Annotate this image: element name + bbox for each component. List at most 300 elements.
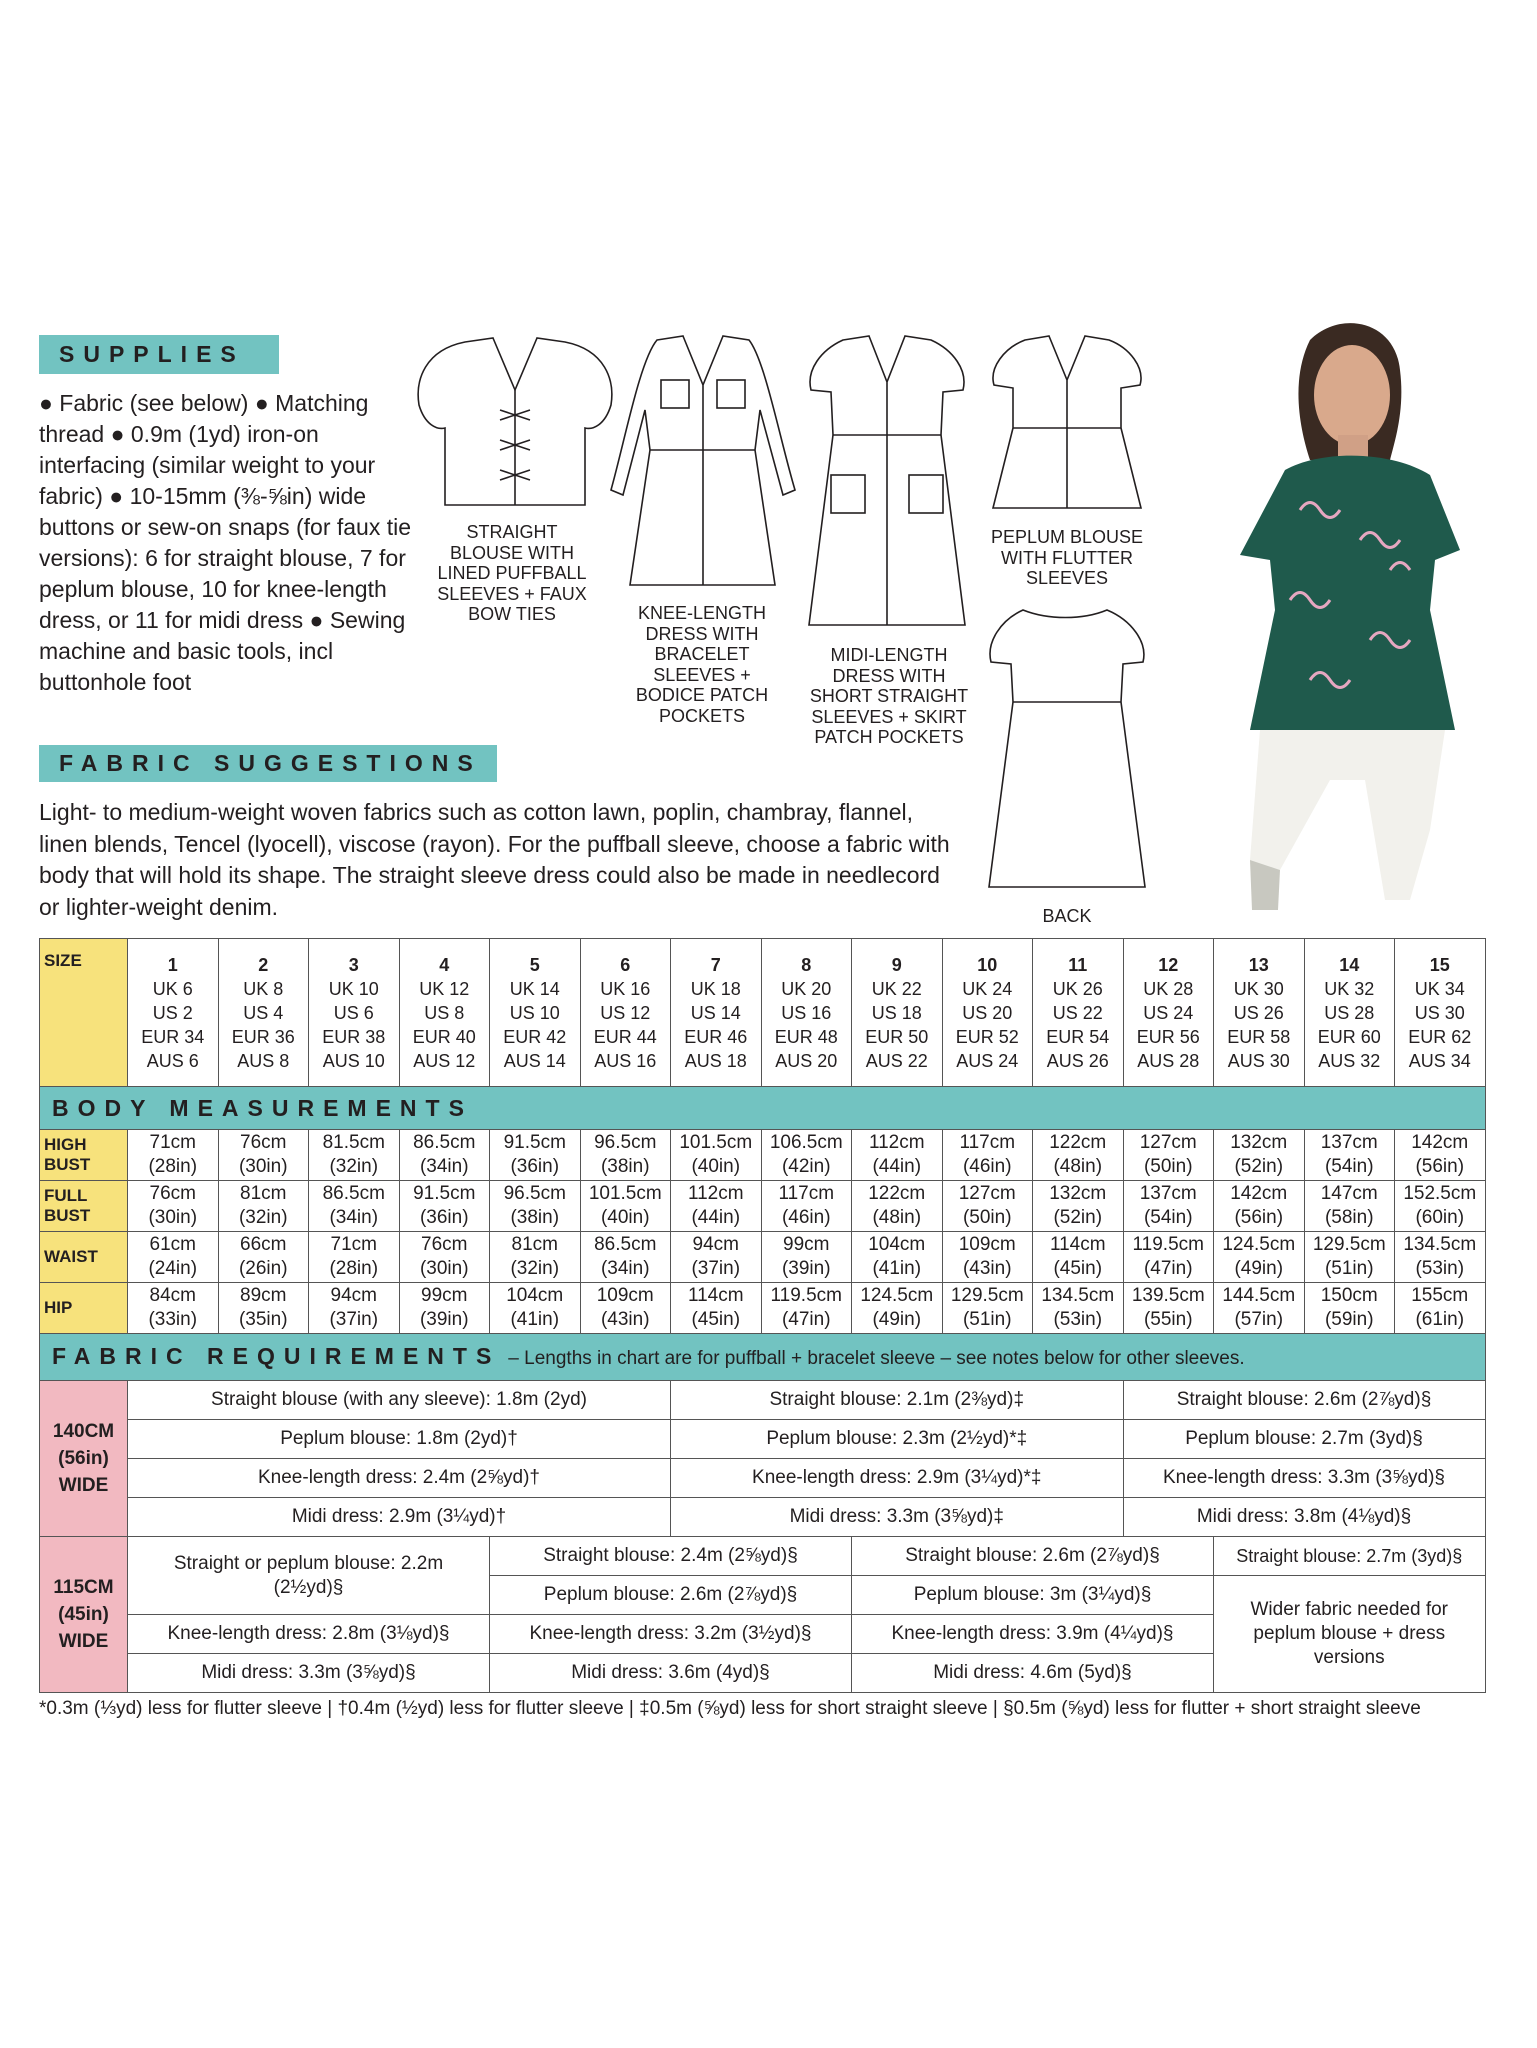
size-eur: EUR 48: [774, 1026, 838, 1047]
size-aus: AUS 24: [956, 1050, 1019, 1071]
measurement-cell: [852, 1232, 943, 1283]
size-uk: UK 10: [328, 978, 379, 999]
measurement-cm: 86.5cm: [322, 1183, 385, 1204]
measurement-cell: [580, 1283, 671, 1334]
measurement-cm: 155cm: [1411, 1285, 1469, 1306]
size-aus: AUS 26: [1046, 1050, 1109, 1071]
measurement-cm: 124.5cm: [860, 1285, 934, 1306]
back-view-illustration: [989, 610, 1145, 887]
size-column: [218, 939, 309, 1087]
measurement-in: (52in): [1053, 1207, 1103, 1228]
size-us: US 10: [509, 1002, 560, 1023]
measurement-cell: [128, 1283, 219, 1334]
measurement-row: [40, 1130, 1486, 1181]
size-us: US 26: [1233, 1002, 1284, 1023]
measurement-cm: 139.5cm: [1131, 1285, 1205, 1306]
measurement-cell: [852, 1181, 943, 1232]
size-eur: EUR 46: [684, 1026, 748, 1047]
size-column: [1214, 939, 1305, 1087]
measurement-cell: [671, 1232, 762, 1283]
size-aus: AUS 8: [237, 1050, 290, 1071]
measurement-cell: [1395, 1181, 1486, 1232]
size-n: 4: [439, 954, 450, 975]
size-us: US 28: [1324, 1002, 1375, 1023]
measurement-cell: [1304, 1130, 1395, 1181]
measurement-cell: [942, 1283, 1033, 1334]
measurement-cm: 104cm: [868, 1234, 926, 1255]
size-us: US 30: [1414, 1002, 1465, 1023]
measurement-cell: [671, 1181, 762, 1232]
measurement-row: [40, 1283, 1486, 1334]
size-column: [490, 939, 581, 1087]
measurement-cell: [218, 1130, 309, 1181]
measurement-in: (32in): [329, 1156, 379, 1177]
size-aus: AUS 16: [594, 1050, 657, 1071]
measurement-in: (37in): [329, 1309, 379, 1330]
measurement-in: (50in): [962, 1207, 1012, 1228]
measurement-cm: 122cm: [868, 1183, 926, 1204]
measurement-in: (34in): [419, 1156, 469, 1177]
size-eur: EUR 50: [865, 1026, 929, 1047]
size-uk: UK 6: [152, 978, 193, 999]
measurement-cell: [128, 1232, 219, 1283]
measurement-cm: 129.5cm: [1312, 1234, 1386, 1255]
measurement-in: (51in): [962, 1309, 1012, 1330]
requirement-cell: Straight blouse: 2.7m (3yd)§: [1214, 1537, 1486, 1576]
requirement-cell: Midi dress: 3.8m (4⅛yd)§: [1123, 1498, 1485, 1537]
measurement-in: (48in): [1053, 1156, 1103, 1177]
fabric-suggestions-heading: FABRIC SUGGESTIONS: [39, 745, 497, 782]
measurement-cell: [1304, 1283, 1395, 1334]
measurement-cell: [1214, 1283, 1305, 1334]
measurement-cm: 117cm: [778, 1183, 835, 1204]
size-us: US 22: [1052, 1002, 1103, 1023]
measurement-cell: [1033, 1130, 1124, 1181]
measurement-cell: [1214, 1181, 1305, 1232]
garment-label: KNEE-LENGTH DRESS WITH BRACELET SLEEVES + BODICE PATCH POCKETS: [635, 603, 769, 726]
size-column: [852, 939, 943, 1087]
size-n: 12: [1158, 954, 1179, 975]
size-us: US 12: [600, 1002, 651, 1023]
measurement-cell: [852, 1130, 943, 1181]
size-us: US 8: [424, 1002, 465, 1023]
measurement-cm: 142cm: [1230, 1183, 1288, 1204]
measurement-in: (34in): [329, 1207, 379, 1228]
size-n: 13: [1248, 954, 1269, 975]
measurement-in: (36in): [419, 1207, 469, 1228]
size-eur: EUR 52: [955, 1026, 1019, 1047]
measurement-cell: [218, 1181, 309, 1232]
garment-label: PEPLUM BLOUSE WITH FLUTTER SLEEVES: [990, 527, 1144, 588]
measurement-cm: 106.5cm: [769, 1132, 843, 1153]
size-column: [399, 939, 490, 1087]
size-column: [1304, 939, 1395, 1087]
measurement-in: (52in): [1234, 1156, 1284, 1177]
measurement-cell: [1304, 1181, 1395, 1232]
garment-label: BACK: [1042, 906, 1092, 926]
requirement-cell: Knee-length dress: 2.8m (3⅛yd)§: [128, 1615, 490, 1654]
measurement-in: (55in): [1143, 1309, 1193, 1330]
measurement-cm: 147cm: [1320, 1183, 1378, 1204]
measurement-in: (24in): [148, 1258, 198, 1279]
requirement-cell: Peplum blouse: 2.7m (3yd)§: [1123, 1420, 1485, 1459]
measurement-cell: [1395, 1232, 1486, 1283]
size-uk: UK 16: [600, 978, 651, 999]
size-row: [40, 939, 1486, 1087]
size-uk: UK 8: [243, 978, 284, 999]
measurement-in: (46in): [962, 1156, 1012, 1177]
measurement-in: (36in): [510, 1156, 560, 1177]
measurement-in: (28in): [329, 1258, 379, 1279]
measurement-label: HIP: [40, 1283, 128, 1334]
measurement-cell: [399, 1232, 490, 1283]
size-n: 3: [348, 954, 359, 975]
measurement-in: (56in): [1234, 1207, 1284, 1228]
size-eur: EUR 62: [1408, 1026, 1472, 1047]
measurement-cm: 137cm: [1320, 1132, 1378, 1153]
size-us: US 24: [1143, 1002, 1194, 1023]
measurement-cm: 89cm: [240, 1285, 287, 1306]
size-n: 2: [258, 954, 269, 975]
measurement-label: FULL BUST: [40, 1181, 128, 1232]
measurement-in: (40in): [600, 1207, 650, 1228]
measurement-in: (47in): [1143, 1258, 1193, 1279]
measurement-in: (28in): [148, 1156, 198, 1177]
size-uk: UK 30: [1233, 978, 1284, 999]
fabric-requirements-heading: [40, 1334, 1486, 1381]
size-aus: AUS 20: [775, 1050, 838, 1071]
measurement-in: (41in): [872, 1258, 922, 1279]
size-aus: AUS 32: [1318, 1050, 1381, 1071]
size-column: [580, 939, 671, 1087]
measurement-in: (57in): [1234, 1309, 1284, 1330]
measurement-cm: 152.5cm: [1403, 1183, 1477, 1204]
measurement-cell: [1214, 1130, 1305, 1181]
measurement-cell: [671, 1130, 762, 1181]
fabric-suggestions-text: Light- to medium-weight woven fabrics such as cotton lawn, poplin, chambray, flannel, linen blends, Tencel (lyocell), viscose (rayon). For the puffball sleeve, choose a fabric with body that will hold its shape. The straight sleeve dress could also be made in needlecord or lighter-weight denim.: [39, 799, 950, 920]
measurement-in: (32in): [510, 1258, 560, 1279]
size-aus: AUS 10: [322, 1050, 385, 1071]
measurement-cm: 119.5cm: [770, 1285, 842, 1306]
supplies-text: ● Fabric (see below) ● Matching thread ● 0.9m (1yd) iron-on interfacing (similar weight to your fabric) ● 10-15mm (⅜-⅝in) wide buttons or sew-on snaps (for faux tie versions): 6 for straight blouse, 7 for peplum blouse, 10 for knee-length dress, or 11 for midi dress ● Sewing machine and basic tools, incl buttonhole foot: [39, 390, 412, 695]
requirement-cell: Straight blouse: 2.6m (2⅞yd)§: [852, 1537, 1214, 1576]
size-column: [942, 939, 1033, 1087]
measurement-cm: 86.5cm: [413, 1132, 476, 1153]
size-chart: [39, 938, 1486, 1693]
size-uk: UK 34: [1414, 978, 1465, 999]
measurement-cm: 76cm: [149, 1183, 196, 1204]
measurement-cm: 81cm: [511, 1234, 558, 1255]
measurement-in: (60in): [1415, 1207, 1465, 1228]
requirement-cell: Straight blouse: 2.6m (2⅞yd)§: [1123, 1381, 1485, 1420]
measurement-cm: 112cm: [687, 1183, 744, 1204]
measurement-in: (30in): [419, 1258, 469, 1279]
measurement-in: (54in): [1143, 1207, 1193, 1228]
measurement-cm: 114cm: [1049, 1234, 1106, 1255]
fabric-requirements-title: FABRIC REQUIREMENTS: [52, 1342, 501, 1369]
measurement-in: (30in): [148, 1207, 198, 1228]
measurement-cell: [942, 1130, 1033, 1181]
measurement-in: (44in): [872, 1156, 922, 1177]
measurement-in: (43in): [600, 1309, 650, 1330]
size-eur: EUR 60: [1317, 1026, 1381, 1047]
measurement-cell: [761, 1130, 852, 1181]
measurement-cell: [1033, 1232, 1124, 1283]
measurement-cm: 66cm: [240, 1234, 287, 1255]
measurement-in: (38in): [600, 1156, 650, 1177]
size-aus: AUS 34: [1408, 1050, 1471, 1071]
measurement-in: (53in): [1053, 1309, 1103, 1330]
measurement-cell: [580, 1181, 671, 1232]
measurement-cell: [399, 1283, 490, 1334]
measurement-cell: [761, 1232, 852, 1283]
measurement-cm: 81cm: [240, 1183, 287, 1204]
requirement-cell: Straight blouse: 2.4m (2⅝yd)§: [490, 1537, 852, 1576]
size-eur: EUR 38: [322, 1026, 386, 1047]
measurement-in: (40in): [691, 1156, 741, 1177]
measurement-cell: [309, 1283, 400, 1334]
measurement-cell: [942, 1232, 1033, 1283]
measurement-cell: [761, 1283, 852, 1334]
measurement-in: (47in): [781, 1309, 831, 1330]
measurement-cell: [580, 1232, 671, 1283]
requirement-cell: Midi dress: 3.3m (3⅝yd)‡: [671, 1498, 1124, 1537]
size-uk: UK 26: [1052, 978, 1103, 999]
size-uk: UK 32: [1324, 978, 1375, 999]
measurement-cm: 61cm: [149, 1234, 196, 1255]
requirement-cell: Peplum blouse: 1.8m (2yd)†: [128, 1420, 671, 1459]
requirement-cell: Knee-length dress: 2.4m (2⅝yd)†: [128, 1459, 671, 1498]
measurement-cm: 109cm: [596, 1285, 654, 1306]
size-us: US 4: [243, 1002, 284, 1023]
measurement-cell: [1123, 1232, 1214, 1283]
size-column: [761, 939, 852, 1087]
size-us: US 14: [690, 1002, 741, 1023]
requirement-cell: Peplum blouse: 3m (3¼yd)§: [852, 1576, 1214, 1615]
measurement-cm: 81.5cm: [322, 1132, 385, 1153]
supplies-heading: SUPPLIES: [39, 335, 279, 374]
size-aus: AUS 22: [865, 1050, 928, 1071]
measurement-in: (32in): [238, 1207, 288, 1228]
measurement-cm: 91.5cm: [503, 1132, 566, 1153]
size-eur: EUR 42: [503, 1026, 567, 1047]
measurement-cell: [309, 1130, 400, 1181]
size-us: US 20: [962, 1002, 1013, 1023]
measurement-in: (30in): [238, 1156, 288, 1177]
measurement-cell: [1395, 1130, 1486, 1181]
measurement-cm: 71cm: [330, 1234, 377, 1255]
size-us: US 6: [333, 1002, 374, 1023]
measurement-cm: 101.5cm: [679, 1132, 753, 1153]
measurement-cm: 96.5cm: [594, 1132, 657, 1153]
measurement-in: (45in): [691, 1309, 741, 1330]
size-aus: AUS 18: [684, 1050, 747, 1071]
size-column: [1395, 939, 1486, 1087]
size-us: US 16: [781, 1002, 832, 1023]
measurement-in: (56in): [1415, 1156, 1465, 1177]
size-uk: UK 22: [871, 978, 922, 999]
measurement-cell: [399, 1130, 490, 1181]
size-aus: AUS 14: [503, 1050, 566, 1071]
measurement-cell: [490, 1181, 581, 1232]
measurement-cell: [490, 1130, 581, 1181]
requirement-cell: Straight blouse: 2.1m (2⅜yd)‡: [671, 1381, 1124, 1420]
size-aus: AUS 6: [146, 1050, 199, 1071]
measurement-cell: [218, 1232, 309, 1283]
size-uk: UK 12: [419, 978, 470, 999]
measurement-label: WAIST: [40, 1232, 128, 1283]
garment-label: MIDI-LENGTH DRESS WITH SHORT STRAIGHT SLEEVES + SKIRT PATCH POCKETS: [809, 645, 969, 747]
measurement-cm: 99cm: [783, 1234, 830, 1255]
requirement-cell: Knee-length dress: 2.9m (3¼yd)*‡: [671, 1459, 1124, 1498]
measurement-cm: 144.5cm: [1222, 1285, 1296, 1306]
measurement-in: (35in): [238, 1309, 288, 1330]
footnote: *0.3m (⅓yd) less for flutter sleeve | †0.4m (½yd) less for flutter sleeve | ‡0.5m (⅝yd) less for short straight sleeve | §0.5m (⅝yd) less for flutter + short straight sleeve: [39, 1698, 1421, 1719]
size-n: 10: [977, 954, 998, 975]
midi-dress-illustration: [809, 336, 965, 625]
requirement-cell: Peplum blouse: 2.3m (2½yd)*‡: [671, 1420, 1124, 1459]
garment-label: STRAIGHT BLOUSE WITH LINED PUFFBALL SLEEVES + FAUX BOW TIES: [437, 522, 587, 624]
measurement-cm: 76cm: [421, 1234, 468, 1255]
measurement-in: (45in): [1053, 1258, 1103, 1279]
size-label: SIZE: [40, 939, 128, 1087]
measurement-cell: [1123, 1181, 1214, 1232]
measurement-cm: 122cm: [1049, 1132, 1107, 1153]
size-eur: EUR 36: [231, 1026, 295, 1047]
size-uk: UK 24: [962, 978, 1013, 999]
measurement-cell: [309, 1232, 400, 1283]
size-aus: AUS 30: [1227, 1050, 1290, 1071]
measurement-cm: 86.5cm: [594, 1234, 657, 1255]
measurement-cell: [1304, 1232, 1395, 1283]
measurement-in: (48in): [872, 1207, 922, 1228]
size-column: [671, 939, 762, 1087]
measurement-cm: 132cm: [1230, 1132, 1288, 1153]
measurement-cell: [490, 1232, 581, 1283]
requirement-cell: Knee-length dress: 3.3m (3⅝yd)§: [1123, 1459, 1485, 1498]
size-n: 1: [167, 954, 178, 975]
size-column: [1033, 939, 1124, 1087]
requirement-cell: Wider fabric needed for peplum blouse + dress versions: [1214, 1576, 1486, 1693]
measurement-cm: 142cm: [1411, 1132, 1469, 1153]
measurement-in: (54in): [1324, 1156, 1374, 1177]
size-eur: EUR 40: [412, 1026, 476, 1047]
measurement-in: (33in): [148, 1309, 198, 1330]
measurement-cm: 84cm: [149, 1285, 196, 1306]
size-eur: EUR 58: [1227, 1026, 1291, 1047]
fabric-requirements-note: – Lengths in chart are for puffball + bracelet sleeve – see notes below for other sleeves.: [508, 1347, 1245, 1369]
measurement-in: (43in): [962, 1258, 1012, 1279]
measurement-cell: [942, 1181, 1033, 1232]
model-photo: [1190, 310, 1490, 940]
size-n: 11: [1068, 954, 1088, 975]
size-aus: AUS 12: [413, 1050, 476, 1071]
measurement-in: (49in): [872, 1309, 922, 1330]
measurement-cell: [1123, 1130, 1214, 1181]
size-n: 9: [891, 954, 902, 975]
size-column: [1123, 939, 1214, 1087]
size-eur: EUR 44: [593, 1026, 657, 1047]
measurement-in: (39in): [419, 1309, 469, 1330]
measurement-in: (41in): [510, 1309, 560, 1330]
measurement-cell: [852, 1283, 943, 1334]
size-us: US 2: [152, 1002, 193, 1023]
measurement-cm: 129.5cm: [950, 1285, 1024, 1306]
size-column: [128, 939, 219, 1087]
measurement-in: (61in): [1415, 1309, 1465, 1330]
knee-length-dress-illustration: [611, 336, 795, 585]
size-uk: UK 14: [509, 978, 560, 999]
peplum-blouse-illustration: [993, 336, 1141, 508]
measurement-in: (53in): [1415, 1258, 1465, 1279]
measurement-in: (49in): [1234, 1258, 1284, 1279]
measurement-cell: [1214, 1232, 1305, 1283]
requirement-cell: Knee-length dress: 3.9m (4¼yd)§: [852, 1615, 1214, 1654]
measurement-label: HIGH BUST: [40, 1130, 128, 1181]
measurement-cm: 109cm: [958, 1234, 1016, 1255]
size-n: 14: [1339, 954, 1360, 975]
measurement-cm: 101.5cm: [588, 1183, 662, 1204]
measurement-cell: [1033, 1283, 1124, 1334]
measurement-cm: 119.5cm: [1132, 1234, 1204, 1255]
measurement-cell: [218, 1283, 309, 1334]
measurement-cm: 134.5cm: [1041, 1285, 1115, 1306]
requirement-cell: Midi dress: 4.6m (5yd)§: [852, 1654, 1214, 1693]
measurement-cell: [1123, 1283, 1214, 1334]
size-eur: EUR 56: [1136, 1026, 1200, 1047]
measurement-in: (44in): [691, 1207, 741, 1228]
requirement-cell: Peplum blouse: 2.6m (2⅞yd)§: [490, 1576, 852, 1615]
size-n: 8: [801, 954, 812, 975]
measurement-cell: [399, 1181, 490, 1232]
measurement-cell: [1395, 1283, 1486, 1334]
measurement-cell: [309, 1181, 400, 1232]
width-115-label: 115CM (45in) WIDE: [40, 1537, 128, 1693]
measurement-in: (37in): [691, 1258, 741, 1279]
measurement-cell: [490, 1283, 581, 1334]
measurement-cm: 94cm: [330, 1285, 377, 1306]
measurement-in: (26in): [238, 1258, 288, 1279]
measurement-row: [40, 1181, 1486, 1232]
measurement-cm: 137cm: [1139, 1183, 1197, 1204]
size-eur: EUR 54: [1046, 1026, 1110, 1047]
measurement-cm: 127cm: [958, 1183, 1016, 1204]
measurement-cm: 114cm: [687, 1285, 744, 1306]
size-us: US 18: [871, 1002, 922, 1023]
measurement-cm: 76cm: [240, 1132, 287, 1153]
measurement-cm: 127cm: [1139, 1132, 1197, 1153]
measurement-cell: [128, 1130, 219, 1181]
requirement-cell: Midi dress: 3.6m (4yd)§: [490, 1654, 852, 1693]
measurement-in: (42in): [781, 1156, 831, 1177]
measurement-cm: 150cm: [1320, 1285, 1378, 1306]
measurement-cm: 112cm: [868, 1132, 925, 1153]
measurement-in: (38in): [510, 1207, 560, 1228]
measurement-cm: 99cm: [421, 1285, 468, 1306]
measurement-cell: [580, 1130, 671, 1181]
requirement-cell: Straight or peplum blouse: 2.2m (2½yd)§: [128, 1537, 490, 1615]
measurement-cm: 96.5cm: [503, 1183, 566, 1204]
size-n: 7: [710, 954, 721, 975]
requirement-cell: Knee-length dress: 3.2m (3½yd)§: [490, 1615, 852, 1654]
measurement-cm: 117cm: [959, 1132, 1016, 1153]
measurement-in: (58in): [1324, 1207, 1374, 1228]
straight-blouse-illustration: [418, 338, 612, 505]
measurement-in: (51in): [1324, 1258, 1374, 1279]
measurement-cell: [671, 1283, 762, 1334]
size-n: 5: [529, 954, 540, 975]
size-uk: UK 18: [690, 978, 741, 999]
